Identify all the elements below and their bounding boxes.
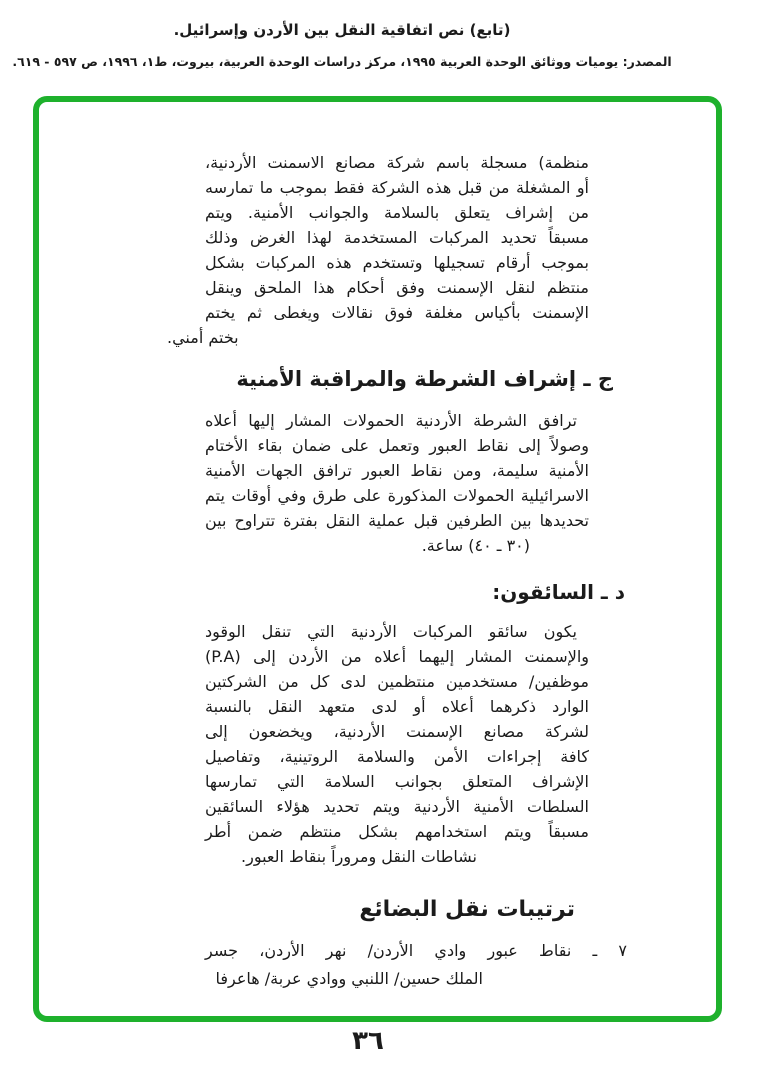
text-line: تحديدها بين الطرفين قبل عملية النقل بفترة تتراوح بين <box>205 511 589 530</box>
text-line: ٧ ـ نقاط عبور وادي الأردن/ نهر الأردن، جسر <box>205 941 627 960</box>
page-title: (تابع) نص اتفاقية النقل بين الأردن وإسرائيل. <box>173 21 511 39</box>
section-d-paragraph <box>205 619 589 869</box>
page-number: ٣٦ <box>352 1026 384 1056</box>
goods-heading: ترتيبات نقل البضائع <box>359 897 575 922</box>
text-line: الإسمنت بأكياس مغلفة فوق نقالات ويغطى ثم يختم <box>205 303 589 322</box>
text-line: ترافق الشرطة الأردنية الحمولات المشار إليها أعلاه <box>205 411 577 430</box>
text-line: أو المشغلة من قبل هذه الشركة فقط بموجب ما تمارسه <box>205 178 589 197</box>
text-line: من إشراف يتعلق بالسلامة والجوانب الأمنية. ويتم <box>205 203 589 222</box>
text-line: يكون سائقو المركبات الأردنية التي تنقل الوقود <box>205 622 577 641</box>
text-line: السلطات الأمنية الأردنية ويتم تحديد هؤلاء السائقين <box>205 797 589 816</box>
text-line: منظمة) مسجلة باسم شركة مصانع الاسمنت الأردنية، <box>205 153 589 172</box>
section-d-heading: د ـ السائقون: <box>492 580 625 604</box>
goods-item <box>205 937 627 993</box>
text-line: كافة إجراءات الأمن والسلامة الروتينية، وتفاصيل <box>205 747 589 766</box>
text-line: الأمنية سليمة، ومن نقاط العبور ترافق الجهات الأمنية <box>205 461 589 480</box>
text-line: (٣٠ ـ ٤٠) ساعة. <box>421 536 530 555</box>
text-line: بختم أمني. <box>167 328 239 347</box>
text-line: بموجب أرقام تسجيلها وتستخدم هذه المركبات بشكل <box>205 253 589 272</box>
section-c-paragraph <box>205 408 589 558</box>
source-line: المصدر: يوميات ووثائق الوحدة العربية ١٩٩٥، مركز دراسات الوحدة العربية، بيروت، ط١، ١٩٩٦، ص ٥٩٧ - ٦١٩. <box>12 54 672 69</box>
text-line: والإسمنت المشار إليهما أعلاه من الأردن إلى (P.A) <box>205 647 589 666</box>
section-c-heading: ج ـ إشراف الشرطة والمراقبة الأمنية <box>236 367 613 391</box>
text-line: الإشراف المتعلق بجوانب السلامة التي تمارسها <box>205 772 589 791</box>
text-line: مسبقاً ويتم استخدامهم بشكل منتظم ضمن أطر <box>205 822 589 841</box>
continuation-paragraph <box>167 150 589 350</box>
text-line: نشاطات النقل ومروراً بنقاط العبور. <box>241 847 477 866</box>
text-line: الاسرائيلية الحمولات المذكورة على طرق وفي أوقات يتم <box>205 486 589 505</box>
text-line: الملك حسين/ اللنبي ووادي عربة/ هاعرفا <box>215 969 483 988</box>
text-line: لشركة مصانع الإسمنت الأردنية، ويخضعون إلى <box>205 722 589 741</box>
text-line: موظفين/ مستخدمين منتظمين لدى كل من الشركتين <box>205 672 589 691</box>
text-line: مسبقاً تحديد المركبات المستخدمة لهذا الغرض وذلك <box>205 228 589 247</box>
text-line: منتظم لنقل الإسمنت وفق أحكام هذا الملحق وينقل <box>205 278 589 297</box>
text-line: الوارد ذكرهما أعلاه أو لدى متعهد النقل بالنسبة <box>205 697 589 716</box>
text-line: وصولاً إلى نقاط العبور وتعمل على ضمان بقاء الأختام <box>205 436 589 455</box>
